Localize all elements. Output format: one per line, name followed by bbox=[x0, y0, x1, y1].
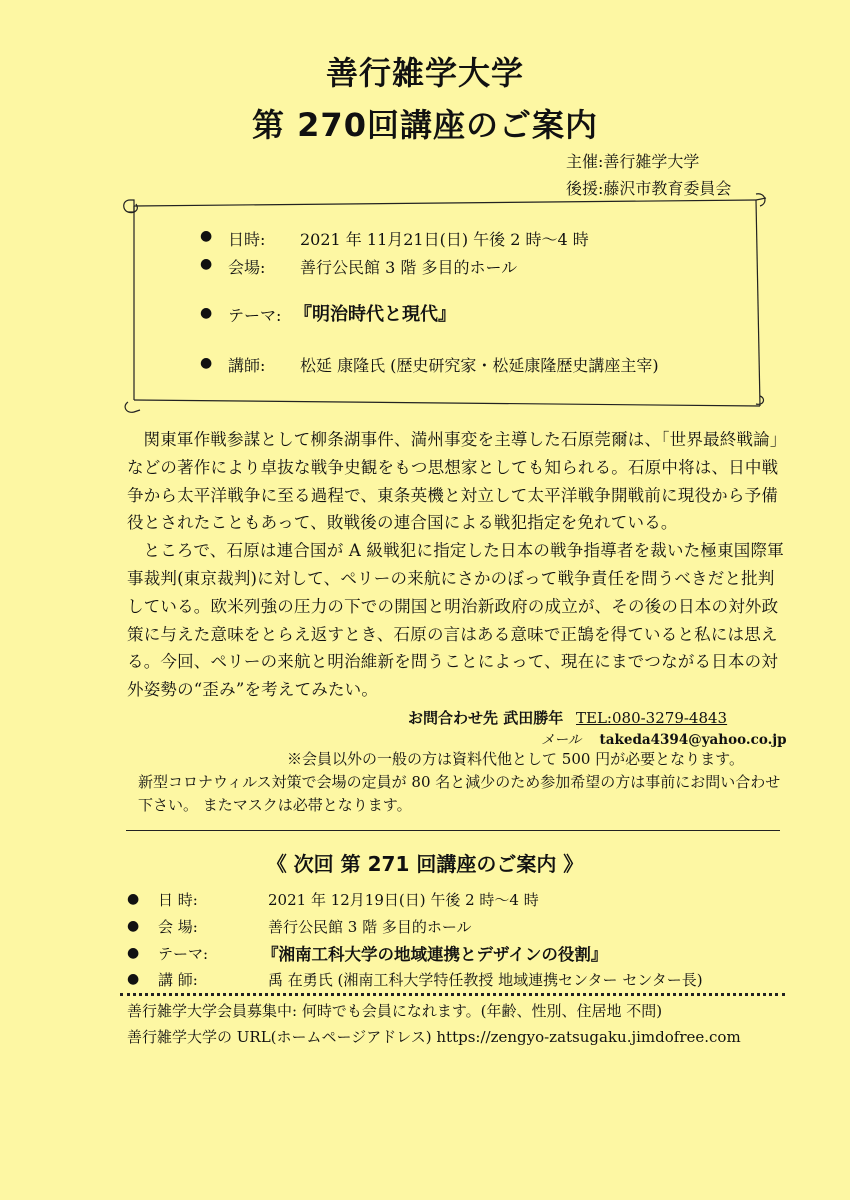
venue-value: 善行公民館 3 階 多目的ホール bbox=[300, 258, 518, 277]
phone-number[interactable]: TEL:080-3279-4843 bbox=[576, 709, 728, 727]
bullet-icon: ● bbox=[127, 891, 140, 907]
next-lecturer-value: 禹 在勇氏 (湘南工科大学特任教授 地域連携センター センター長) bbox=[268, 971, 703, 989]
theme-label: テーマ: bbox=[228, 306, 282, 325]
dotted-divider bbox=[120, 993, 785, 996]
next-venue-label: 会 場: bbox=[158, 918, 198, 936]
lecture-description bbox=[127, 426, 787, 704]
bullet-icon: ● bbox=[127, 918, 140, 934]
bullet-icon: ● bbox=[127, 971, 140, 987]
bullet-icon: ● bbox=[127, 945, 140, 961]
scroll-frame bbox=[120, 192, 770, 414]
datetime-value: 2021 年 11月21日(日) 午後 2 時～4 時 bbox=[300, 230, 589, 249]
datetime-label: 日時: bbox=[228, 230, 266, 249]
fee-note: ※会員以外の一般の方は資料代他として 500 円が必要となります。 bbox=[287, 750, 744, 768]
covid-note: 新型コロナウィルス対策で会場の定員が 80 名と減少のため参加希望の方は事前にお問い合わせ下さい。 またマスクは必帯となります。 bbox=[138, 773, 781, 814]
next-venue-value: 善行公民館 3 階 多目的ホール bbox=[268, 918, 472, 936]
paragraph: ところで、石原は連合国が A 級戦犯に指定した日本の戦争指導者を裁いた極東国際軍事裁判(東京裁判)に対して、ペリーの来航にさかのぼって戦争責任を問うべきだと批判している。欧米列強の圧力の下での開国と明治新政府の成立が、その後の日本の対外政策に与えた意味をとらえ返すとき、石原の言はある意味で正鵠を得ていると私には思える。今回、ペリーの来航と明治維新を問うことによって、現在にまでつながる日本の対外姿勢の“歪み”を考えてみたい。 bbox=[127, 541, 784, 700]
sponsor-text: 主催:善行雑学大学 bbox=[566, 152, 700, 171]
next-lecturer-label: 講 師: bbox=[158, 971, 198, 989]
contact-line bbox=[408, 707, 727, 728]
bullet-icon: ● bbox=[200, 355, 213, 371]
support-text: 後援:藤沢市教育委員会 bbox=[566, 179, 732, 198]
bullet-icon: ● bbox=[200, 305, 213, 321]
bullet-icon: ● bbox=[200, 256, 213, 272]
next-theme-label: テーマ: bbox=[158, 945, 209, 963]
mail-address[interactable]: takeda4394@yahoo.co.jp bbox=[599, 732, 787, 748]
lecture-title: 第 270回講座のご案内 bbox=[252, 106, 598, 144]
mail-line bbox=[541, 728, 787, 748]
membership-note: 善行雑学大学会員募集中: 何時でも会員になれます。(年齢、性別、住居地 不問) bbox=[127, 1002, 663, 1020]
paragraph: 関東軍作戦参謀として柳条湖事件、満州事変を主導した石原莞爾は、「世界最終戦論」などの著作により卓抜な戦争史観をもつ思想家としても知られる。石原中将は、日中戦争から太平洋戦争に至る過程で、東条英機と対立して太平洋戦争開戦前に現役から予備役とされたこともあって、敗戦後の連合国による戦犯指定を免れている。 bbox=[127, 430, 787, 533]
next-datetime-value: 2021 年 12月19日(日) 午後 2 時～4 時 bbox=[268, 891, 539, 909]
next-datetime-label: 日 時: bbox=[158, 891, 198, 909]
venue-label: 会場: bbox=[228, 258, 266, 277]
lecturer-value: 松延 康隆氏 (歴史研究家・松延康隆歴史講座主宰) bbox=[300, 356, 659, 375]
website-url[interactable]: 善行雑学大学の URL(ホームページアドレス) https://zengyo-zatsugaku.jimdofree.com bbox=[127, 1028, 741, 1046]
bullet-icon: ● bbox=[200, 228, 213, 244]
theme-value: 『明治時代と現代』 bbox=[294, 304, 456, 325]
lecturer-label: 講師: bbox=[228, 356, 266, 375]
mail-label: メール bbox=[541, 732, 582, 748]
next-lecture-title: 《 次回 第 271 回講座のご案内 》 bbox=[266, 852, 584, 876]
page-title: 善行雑学大学 bbox=[325, 54, 524, 92]
contact-label: お問合わせ先 武田勝年 bbox=[408, 709, 564, 727]
divider bbox=[126, 830, 780, 831]
next-theme-value: 『湘南工科大学の地域連携とデザインの役割』 bbox=[262, 945, 608, 964]
